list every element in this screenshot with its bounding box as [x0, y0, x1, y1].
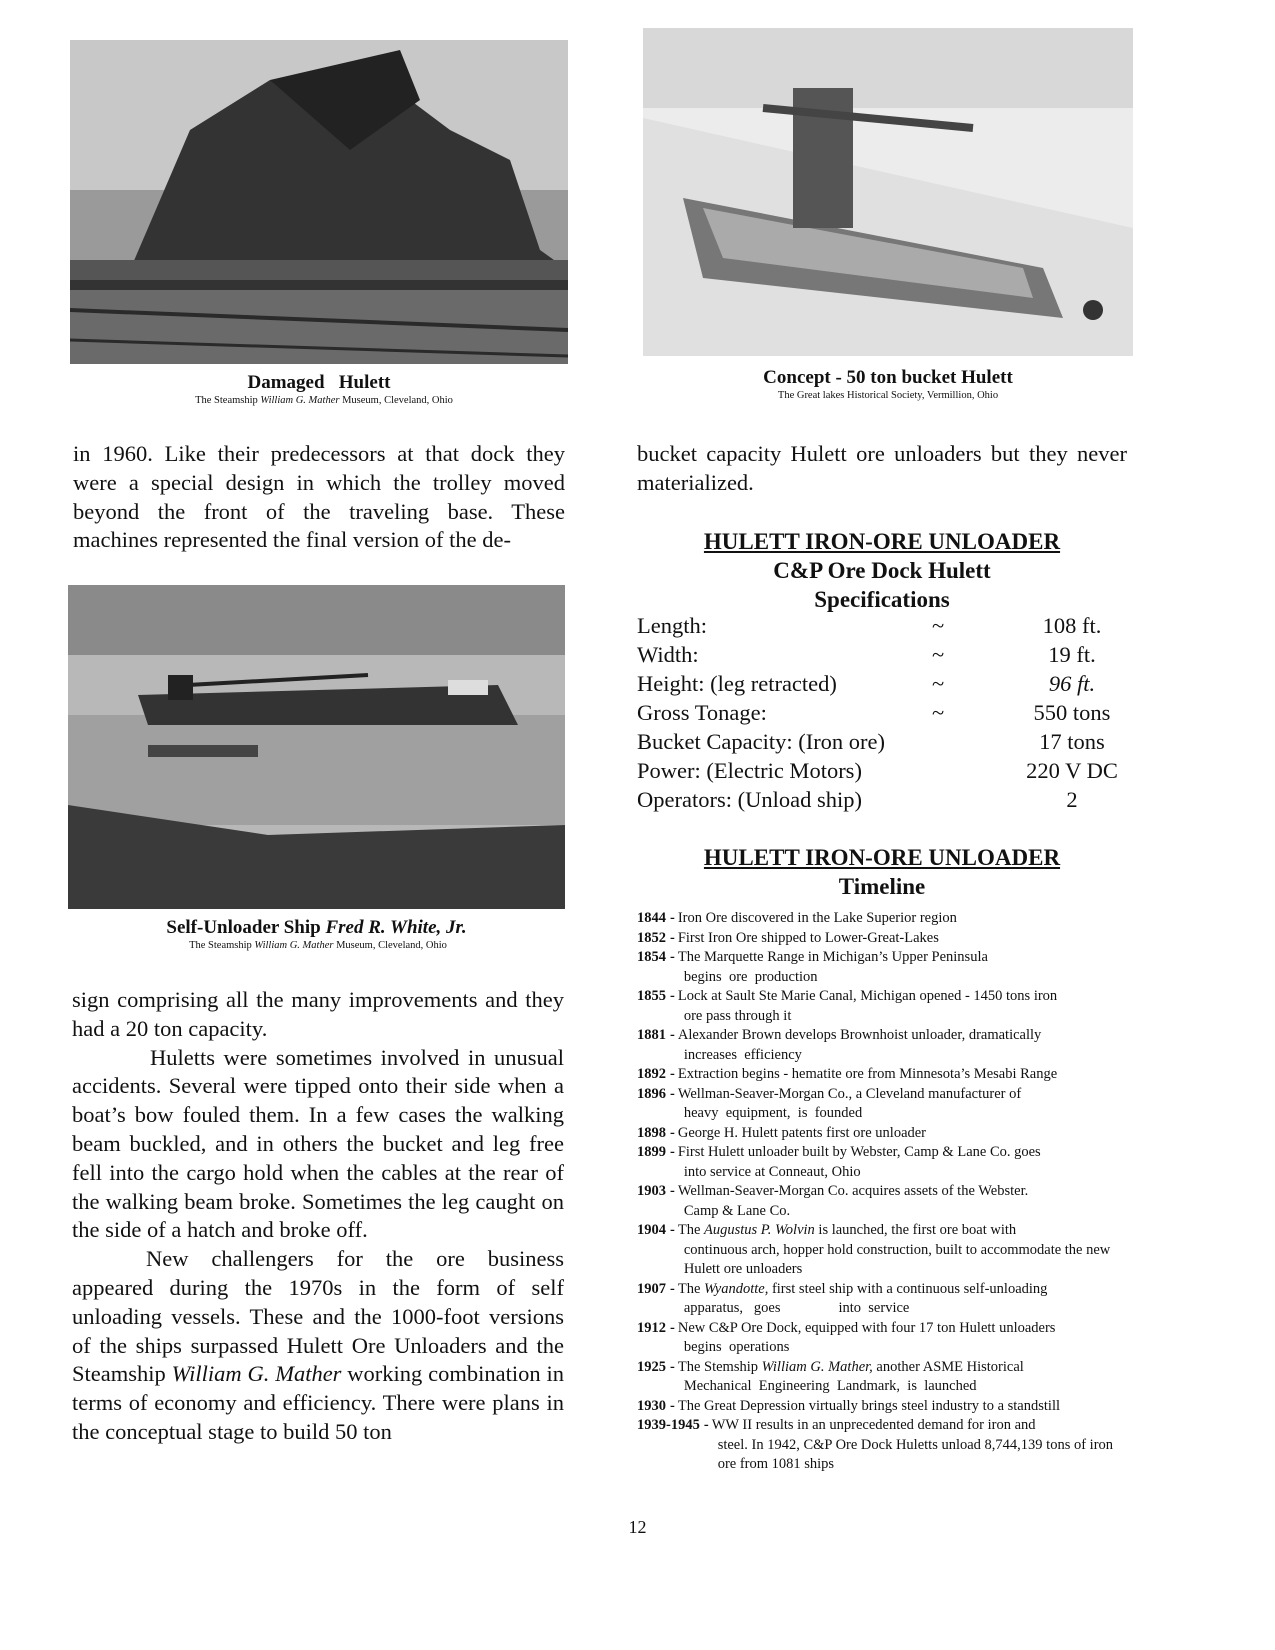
event-text: Lock at Sault Ste Marie Canal, Michigan opened - 1450 tons iron: [677, 988, 1058, 1004]
event-continuation: heavy equipment, is founded: [683, 1105, 863, 1121]
event-text: Wellman-Seaver-Morgan Co., a Cleveland manufacturer of: [677, 1085, 1022, 1102]
timeline-year: 1925: [637, 1358, 666, 1375]
event-text: The Stemship: [677, 1358, 762, 1375]
timeline-year: 1855: [637, 988, 666, 1004]
timeline-year: 1930: [637, 1397, 666, 1414]
event-text: First Iron Ore shipped to Lower-Great-Lakes: [677, 929, 939, 946]
timeline-heading: [637, 843, 1127, 872]
timeline-year: 1854: [637, 949, 666, 965]
timeline-subheading: Timeline: [838, 874, 926, 899]
timeline-text: [678, 1358, 1024, 1397]
spec-value: 108 ft.: [1042, 613, 1102, 638]
source-italic: William G. Mather: [254, 940, 334, 951]
source-italic: William G. Mather: [260, 395, 340, 406]
specs-subheading: C&P Ore Dock Hulett: [773, 558, 991, 583]
damaged-hulett-caption: Damaged Hulett: [247, 372, 391, 393]
event-text: Wellman-Seaver-Morgan Co. acquires assets of the Webster.: [677, 1183, 1029, 1199]
timeline-item: [637, 987, 1127, 1026]
timeline-dash: -: [670, 1319, 675, 1336]
spec-tilde: ~: [932, 671, 945, 696]
timeline-dash: -: [670, 1066, 675, 1082]
timeline-dash: -: [703, 1417, 709, 1433]
spec-row: [637, 642, 1127, 671]
timeline-year: 1899: [637, 1144, 666, 1160]
spec-row: [637, 787, 1127, 816]
timeline-item: [637, 1065, 1127, 1085]
caption-text: Self-Unloader Ship: [166, 917, 326, 938]
self-unloader-ship-photo: [68, 585, 565, 909]
damaged-hulett-source: [70, 395, 578, 406]
timeline-year: 1904: [637, 1222, 666, 1238]
right-paragraph-1: bucket capacity Hulett ore unloaders but they never materialized.: [637, 441, 1127, 495]
event-continuation: apparatus, goes into service: [683, 1300, 910, 1316]
timeline-text: [678, 987, 1057, 1026]
event-text: WW II results in an unprecedented demand for iron and: [711, 1417, 1036, 1433]
event-text: First Hulett unloader built by Webster, Camp & Lane Co. goes: [677, 1144, 1041, 1160]
spec-row: [637, 671, 1127, 700]
timeline-item: [637, 1280, 1127, 1319]
timeline-text: [678, 1085, 1021, 1124]
event-text: The: [677, 1280, 705, 1297]
timeline-year: 1907: [637, 1280, 666, 1297]
source-text: Museum, Cleveland, Ohio: [339, 395, 453, 406]
event-italic: Augustus P. Wolvin: [704, 1222, 815, 1238]
timeline-text: [712, 1416, 1127, 1475]
timeline-dash: -: [670, 910, 675, 926]
timeline-year: 1896: [637, 1085, 666, 1102]
specs-heading: [637, 527, 1127, 556]
timeline-item: [637, 1143, 1127, 1182]
timeline-item: [637, 909, 1127, 929]
concept-hulett-caption: Concept - 50 ton bucket Hulett: [763, 367, 1013, 388]
specs-title: HULETT IRON-ORE UNLOADER: [703, 529, 1061, 554]
spec-label: Gross Tonage:: [637, 700, 767, 725]
event-continuation: Camp & Lane Co.: [683, 1202, 791, 1219]
spec-value: 550 tons: [1033, 700, 1111, 725]
left-paragraph-2: sign comprising all the many improvements and they had a 20 ton capacity.: [72, 987, 564, 1041]
spec-tilde: ~: [932, 613, 945, 638]
page-number: 12: [628, 1517, 647, 1537]
spec-row: [637, 729, 1127, 758]
timeline-item: [637, 948, 1127, 987]
timeline-text: [678, 1182, 1028, 1221]
timeline-text: [678, 909, 957, 929]
timeline-item: [637, 1124, 1127, 1144]
timeline-text: [678, 1319, 1056, 1358]
text: working combination in terms of economy and efficiency. There were plans in the conceptual stage to build 50 ton: [72, 1361, 564, 1444]
source-text: The Steamship: [195, 395, 261, 406]
timeline-text: [678, 1280, 1048, 1319]
timeline-item: [637, 1397, 1127, 1417]
ship-source: [68, 940, 568, 951]
text: New challengers for the ore business appeared during the 1970s in the form of self unloading vessels. These and the 1000-foot versions of the ships surpassed Hulett Ore Unloaders and the Steamship: [72, 1246, 564, 1387]
timeline-year: 1844: [637, 910, 666, 926]
timeline-dash: -: [670, 1027, 675, 1043]
timeline-dash: -: [670, 1358, 675, 1375]
timeline-year: 1881: [637, 1027, 666, 1043]
spec-value: 17 tons: [1039, 729, 1105, 754]
timeline-dash: -: [670, 1085, 675, 1102]
timeline-text: [678, 1143, 1041, 1182]
left-paragraph-3: Huletts were sometimes involved in unusual accidents. Several were tipped onto their side when a boat’s bow fouled them. In a few cases the walking beam buckled, and in others the bucket and leg free fell into the cargo hold when the cables at the rear of the walking beam broke. Sometimes the leg caught on the side of a hatch and broke off.: [72, 1044, 564, 1243]
timeline-dash: -: [670, 1280, 675, 1297]
timeline-item: [637, 1319, 1127, 1358]
event-continuation: into service at Conneaut, Ohio: [683, 1163, 861, 1180]
spec-tilde: ~: [932, 700, 945, 725]
left-lower-text: [72, 986, 564, 1447]
event-text: The: [677, 1222, 705, 1238]
timeline-dash: -: [670, 1397, 675, 1414]
event-text: is launched, the first ore boat with: [814, 1222, 1017, 1238]
event-continuation: ore pass through it: [683, 1007, 792, 1024]
timeline-dash: -: [670, 949, 675, 965]
timeline-year: 1892: [637, 1066, 666, 1082]
spec-label: Power: (Electric Motors): [637, 758, 862, 783]
timeline-title: HULETT IRON-ORE UNLOADER: [703, 845, 1061, 870]
timeline-text: [678, 929, 939, 949]
spec-label: Operators: (Unload ship): [637, 787, 862, 812]
event-text: New C&P Ore Dock, equipped with four 17 ton Hulett unloaders: [677, 1319, 1056, 1336]
source-text: Museum, Cleveland, Ohio: [333, 940, 447, 951]
spec-value: 220 V DC: [1026, 758, 1118, 783]
timeline-year: 1912: [637, 1319, 666, 1336]
timeline-dash: -: [670, 929, 675, 946]
timeline-dash: -: [670, 1183, 675, 1199]
timeline-item: [637, 1026, 1127, 1065]
event-continuation: steel. In 1942, C&P Ore Dock Huletts unload 8,744,139 tons of iron ore from 1081 ships: [717, 1436, 1117, 1472]
event-text: Iron Ore discovered in the Lake Superior region: [677, 910, 957, 926]
event-continuation: increases efficiency: [683, 1046, 802, 1063]
spec-label: Bucket Capacity: (Iron ore): [637, 729, 886, 754]
timeline-list: [637, 909, 1127, 1475]
timeline-text: [678, 948, 988, 987]
ship-caption: [68, 917, 565, 939]
italic-text: William G. Mather: [171, 1361, 342, 1387]
event-italic: William G. Mather,: [761, 1358, 873, 1375]
timeline-item: [637, 1416, 1127, 1475]
spec-label: Width:: [637, 642, 699, 667]
spec-label: Length:: [637, 613, 707, 638]
event-continuation: begins ore production: [683, 968, 818, 985]
timeline-text: [678, 1124, 926, 1144]
timeline-text: [678, 1397, 1060, 1417]
timeline-dash: -: [670, 1222, 675, 1238]
timeline-dash: -: [670, 1124, 675, 1141]
timeline-dash: -: [670, 1144, 675, 1160]
spec-row: [637, 613, 1127, 642]
spec-row: [637, 700, 1127, 729]
damaged-hulett-photo: [70, 40, 568, 364]
event-text: another ASME Historical: [872, 1358, 1024, 1375]
event-text: Alexander Brown develops Brownhoist unloader, dramatically: [677, 1027, 1042, 1043]
event-italic: Wyandotte,: [704, 1280, 769, 1297]
event-text: George H. Hulett patents first ore unloader: [677, 1124, 927, 1141]
caption-italic: Fred R. White, Jr.: [325, 917, 467, 938]
event-continuation: continuous arch, hopper hold construction, built to accommodate the new Hulett ore unloaders: [683, 1241, 1114, 1277]
timeline-item: [637, 929, 1127, 949]
event-continuation: begins operations: [683, 1339, 790, 1355]
concept-hulett-source: The Great lakes Historical Society, Vermillion, Ohio: [777, 390, 999, 401]
event-text: first steel ship with a continuous self-unloading: [768, 1280, 1048, 1297]
event-text: Extraction begins - hematite ore from Minnesota’s Mesabi Range: [677, 1066, 1058, 1082]
timeline-item: [637, 1085, 1127, 1124]
spec-label: Height: (leg retracted): [637, 671, 837, 696]
concept-hulett-illustration: [643, 28, 1133, 356]
specs-subheading-2: Specifications: [814, 587, 950, 612]
source-text: The Steamship: [189, 940, 255, 951]
left-paragraph-4: [72, 1245, 564, 1447]
event-text: The Marquette Range in Michigan’s Upper Peninsula: [677, 949, 988, 965]
spec-row: [637, 758, 1127, 787]
left-paragraph-1: in 1960. Like their predecessors at that dock they were a special design in which the trolley moved beyond the front of the traveling base. These machines represented the final version of the de-: [73, 441, 565, 553]
timeline-text: [678, 1221, 1127, 1280]
timeline-item: [637, 1221, 1127, 1280]
timeline-year: 1898: [637, 1124, 666, 1141]
timeline-year: 1903: [637, 1183, 666, 1199]
timeline-text: [678, 1065, 1057, 1085]
spec-value: 96 ft.: [1048, 671, 1096, 696]
spec-value: 2: [1066, 787, 1078, 812]
spec-value: 19 ft.: [1048, 642, 1096, 667]
timeline-item: [637, 1182, 1127, 1221]
timeline-text: [678, 1026, 1041, 1065]
timeline-dash: -: [670, 988, 675, 1004]
timeline-year: 1939-1945: [637, 1417, 700, 1433]
event-text: The Great Depression virtually brings steel industry to a standstill: [677, 1397, 1061, 1414]
spec-tilde: ~: [932, 642, 945, 667]
timeline-item: [637, 1358, 1127, 1397]
event-continuation: Mechanical Engineering Landmark, is launched: [683, 1378, 977, 1394]
timeline-year: 1852: [637, 929, 666, 946]
